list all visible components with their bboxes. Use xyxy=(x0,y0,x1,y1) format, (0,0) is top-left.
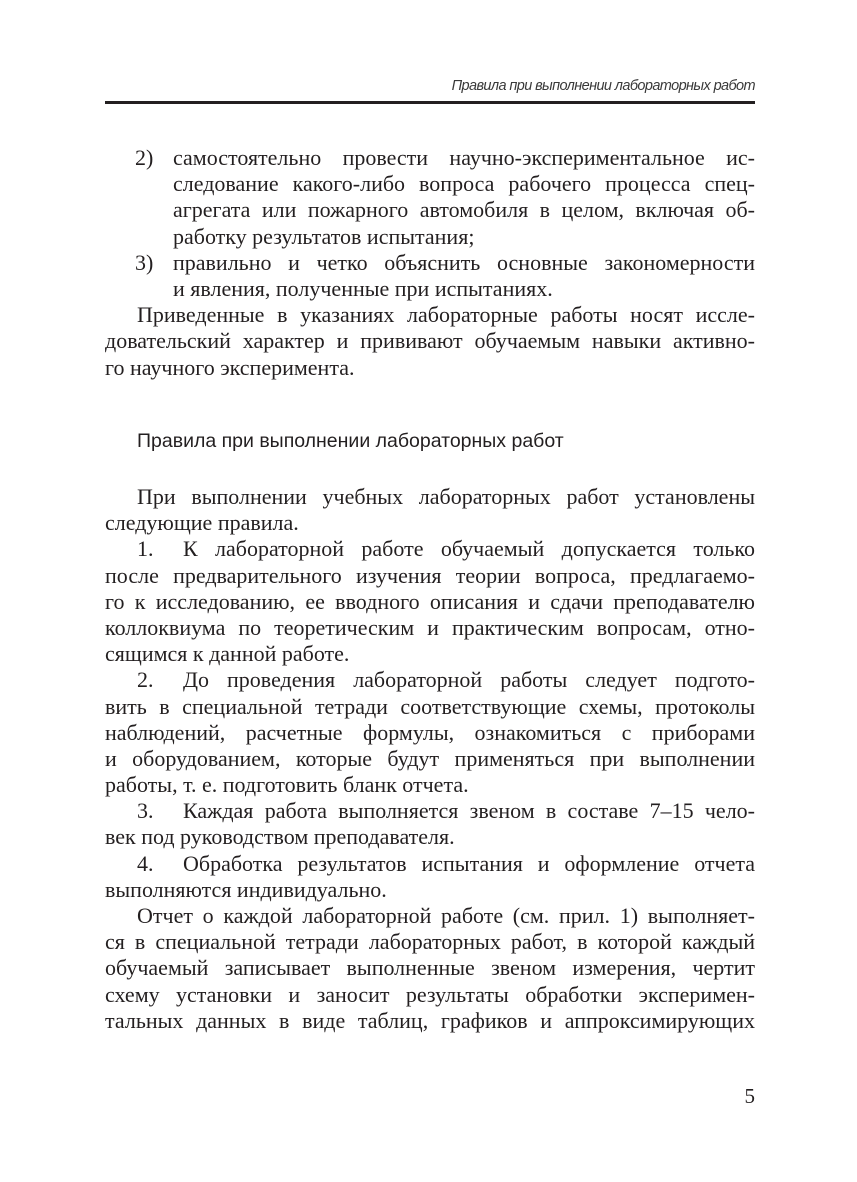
line-text: наблюдений, расчетные формулы, ознакомиться с приборами xyxy=(105,719,755,745)
line-text: следующие правила. xyxy=(105,510,299,536)
text-line xyxy=(105,694,755,720)
line-text: Отчет о каждой лабораторной работе (см. прил. 1) выполняет- xyxy=(137,903,755,928)
text-block-rules xyxy=(105,484,755,1034)
text-block-intro xyxy=(105,145,755,381)
text-line xyxy=(105,982,755,1008)
text-line xyxy=(105,250,755,276)
list-number: 2) xyxy=(135,145,154,170)
text-line xyxy=(105,641,755,667)
line-text: правильно и четко объяснить основные закономерности xyxy=(173,249,755,275)
text-line xyxy=(105,510,755,536)
line-text: схему установки и заносит результаты обработки эксперимен- xyxy=(105,981,755,1007)
text-line xyxy=(105,955,755,981)
line-text: работы, т. е. подготовить бланк отчета. xyxy=(105,772,469,798)
list-number: 2. xyxy=(137,667,154,693)
line-text: К лабораторной работе обучаемый допускается только xyxy=(183,536,755,562)
line-text: и оборудованием, которые будут применяться при выполнении xyxy=(105,745,755,771)
text-line xyxy=(105,798,755,824)
line-text: тальных данных в виде таблиц, графиков и аппроксимирующих xyxy=(105,1007,755,1033)
text-line xyxy=(105,302,755,328)
line-text: агрегата или пожарного автомобиля в целом, включая об- xyxy=(173,197,755,223)
text-line xyxy=(105,563,755,589)
line-text: Каждая работа выполняется звеном в составе 7–15 чело- xyxy=(183,798,755,824)
line-text: век под руководством преподавателя. xyxy=(105,824,455,850)
line-text: обучаемый записывает выполненные звеном измерения, чертит xyxy=(105,955,755,981)
text-line xyxy=(105,145,755,171)
line-text: самостоятельно провести научно-экспериментальное ис- xyxy=(173,145,755,170)
text-line xyxy=(105,484,755,510)
text-line xyxy=(105,824,755,850)
text-line xyxy=(105,667,755,693)
line-text: ся в специальной тетради лабораторных работ, в которой каждый xyxy=(105,929,755,955)
text-line xyxy=(105,1008,755,1034)
text-line xyxy=(105,720,755,746)
line-text: довательский характер и прививают обучаемым навыки активно- xyxy=(105,328,755,354)
text-line xyxy=(105,171,755,197)
text-line xyxy=(105,276,755,302)
line-text: При выполнении учебных лабораторных работ установлены xyxy=(137,484,755,509)
section-heading: Правила при выполнении лабораторных работ xyxy=(137,430,564,452)
line-text: вить в специальной тетради соответствующие схемы, протоколы xyxy=(105,693,755,719)
text-line xyxy=(105,197,755,223)
line-text: следование какого-либо вопроса рабочего процесса спец- xyxy=(173,171,755,197)
line-text: Приведенные в указаниях лабораторные работы носят иссле- xyxy=(137,302,755,328)
line-text: Обработка результатов испытания и оформление отчета xyxy=(183,850,755,876)
list-number: 3. xyxy=(137,798,154,824)
text-line xyxy=(105,536,755,562)
page-number: 5 xyxy=(744,1084,755,1108)
line-text: коллоквиума по теоретическим и практическим вопросам, отно- xyxy=(105,614,755,640)
text-line xyxy=(105,589,755,615)
list-number: 1. xyxy=(137,536,154,562)
text-line xyxy=(105,615,755,641)
text-line xyxy=(105,903,755,929)
line-text: выполняются индивидуально. xyxy=(105,876,387,902)
header-rule xyxy=(105,101,755,104)
line-text: го научного эксперимента. xyxy=(105,354,355,380)
line-text: го к исследованию, ее вводного описания и сдачи преподавателю xyxy=(105,588,755,614)
text-line xyxy=(105,355,755,381)
text-line xyxy=(105,929,755,955)
text-line xyxy=(105,877,755,903)
text-line xyxy=(105,224,755,250)
text-line xyxy=(105,772,755,798)
text-line xyxy=(105,746,755,772)
line-text: работку результатов испытания; xyxy=(173,223,475,249)
line-text: До проведения лабораторной работы следует подгото- xyxy=(183,667,755,693)
text-line xyxy=(105,851,755,877)
list-number: 3) xyxy=(135,249,154,275)
line-text: и явления, полученные при испытаниях. xyxy=(173,275,553,301)
list-number: 4. xyxy=(137,850,154,876)
line-text: сящимся к данной работе. xyxy=(105,641,350,667)
running-head: Правила при выполнении лабораторных работ xyxy=(451,78,755,94)
text-line xyxy=(105,328,755,354)
line-text: после предварительного изучения теории вопроса, предлагаемо- xyxy=(105,562,755,588)
